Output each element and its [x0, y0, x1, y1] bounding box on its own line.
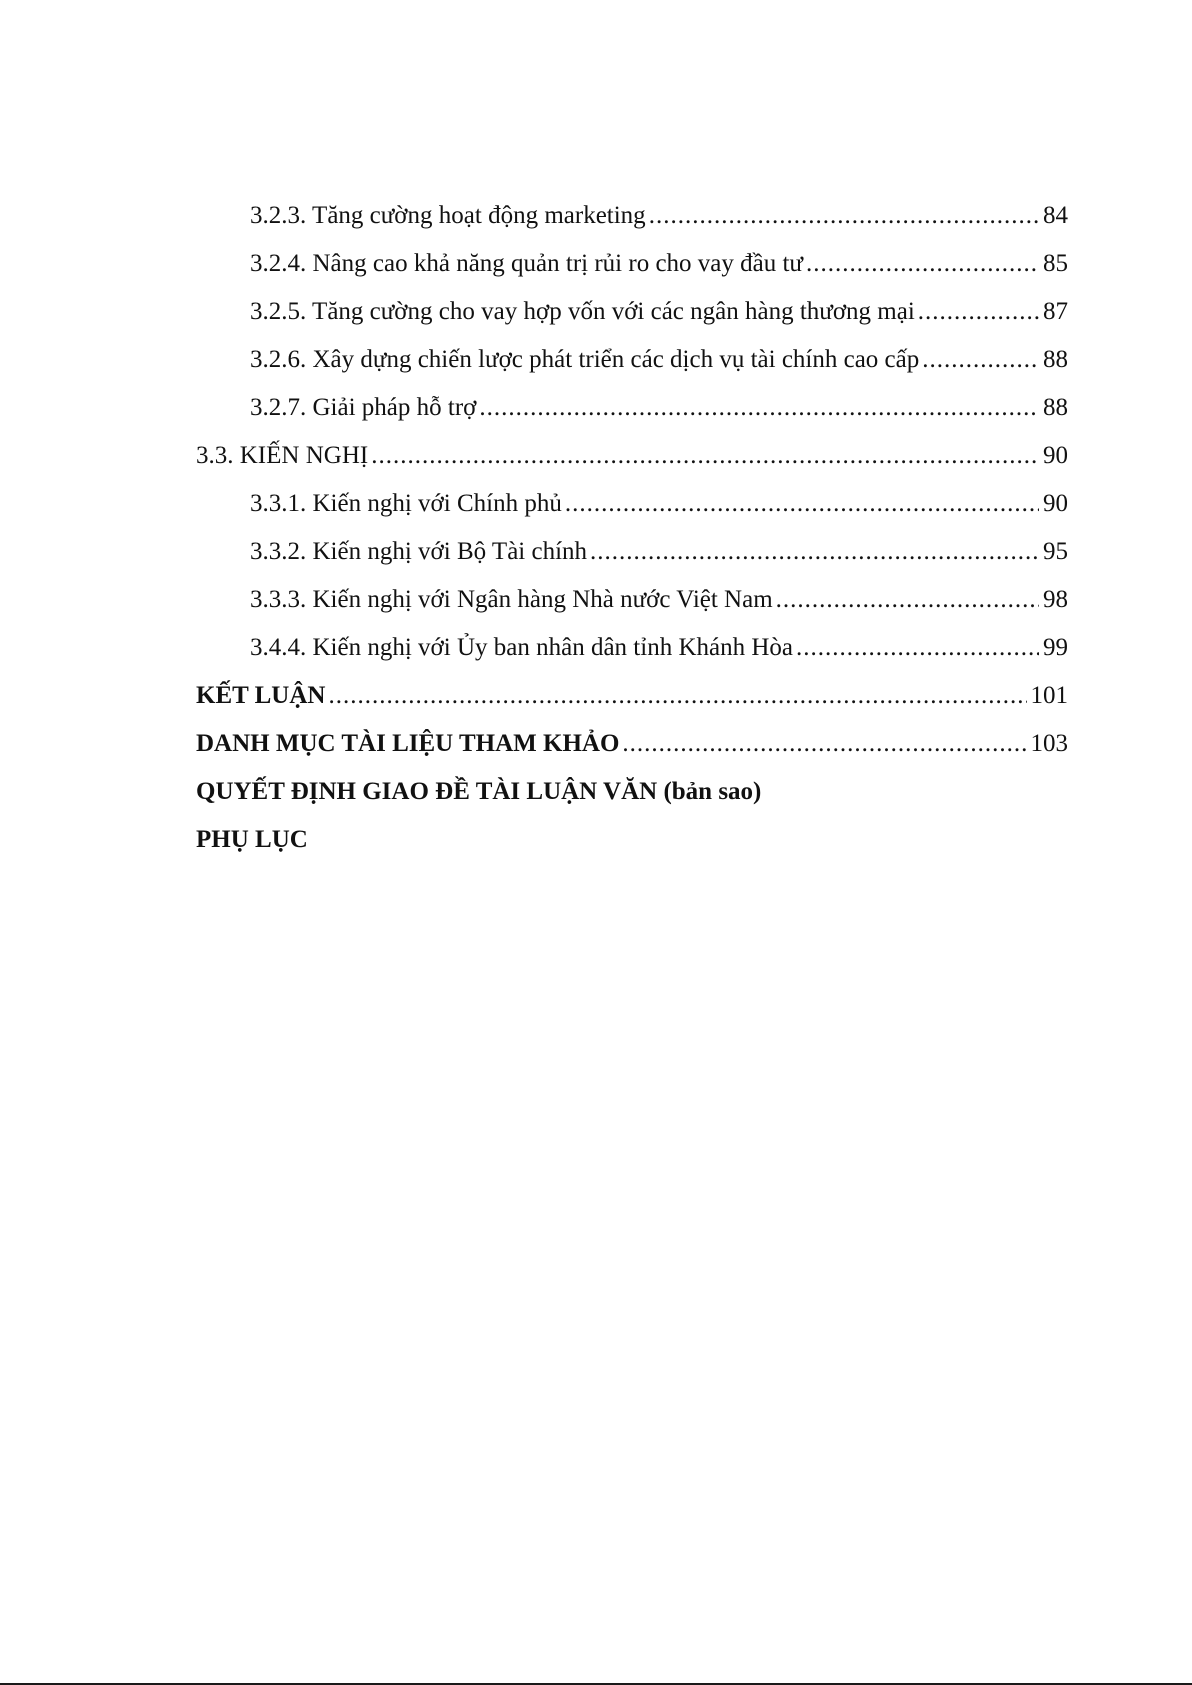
dot-leader — [479, 384, 1039, 432]
dot-leader — [590, 528, 1039, 576]
toc-entry-title: 3.2.5. Tăng cường cho vay hợp vốn với các ngân hàng thương mại — [250, 298, 915, 325]
dot-leader — [922, 336, 1039, 384]
toc-entry-3-3-1[interactable] — [196, 480, 1068, 528]
toc-entry-page: 84 — [1043, 202, 1068, 229]
toc-entry-page: 88 — [1043, 394, 1068, 421]
toc-entry-title: 3.2.6. Xây dựng chiến lược phát triển các dịch vụ tài chính cao cấp — [250, 346, 920, 373]
toc-entry-title: KẾT LUẬN — [196, 682, 326, 709]
dot-leader — [918, 288, 1039, 336]
toc-entry-title: DANH MỤC TÀI LIỆU THAM KHẢO — [196, 730, 620, 757]
dot-leader — [796, 624, 1039, 672]
toc-entry-page: 101 — [1030, 682, 1068, 709]
toc-entry-3-2-3[interactable] — [196, 192, 1068, 240]
dot-leader — [649, 192, 1039, 240]
toc-entry-page: 90 — [1043, 442, 1068, 469]
toc-entry-references[interactable] — [196, 720, 1068, 768]
dot-leader — [622, 720, 1026, 768]
toc-entry-page: 103 — [1030, 730, 1068, 757]
dot-leader — [776, 576, 1039, 624]
toc-entry-title: PHỤ LỤC — [196, 826, 308, 853]
toc-entry-page: 88 — [1043, 346, 1068, 373]
toc-entry-title: 3.3.2. Kiến nghị với Bộ Tài chính — [250, 538, 588, 565]
table-of-contents — [196, 192, 1068, 864]
toc-entry-3-2-5[interactable] — [196, 288, 1068, 336]
toc-entry-3-2-7[interactable] — [196, 384, 1068, 432]
dot-leader — [565, 480, 1039, 528]
toc-entry-page: 90 — [1043, 490, 1068, 517]
toc-entry-page: 87 — [1043, 298, 1068, 325]
dot-leader — [371, 432, 1039, 480]
toc-entry-title: 3.3. KIẾN NGHỊ — [196, 442, 369, 469]
toc-entry-conclusion[interactable] — [196, 672, 1068, 720]
dot-leader — [806, 240, 1039, 288]
toc-entry-title: 3.2.4. Nâng cao khả năng quản trị rủi ro cho vay đầu tư — [250, 250, 803, 277]
toc-entry-3-4-4[interactable] — [196, 624, 1068, 672]
toc-entry-title: 3.3.3. Kiến nghị với Ngân hàng Nhà nước Việt Nam — [250, 586, 773, 613]
toc-entry-thesis-decision[interactable] — [196, 768, 1068, 816]
toc-entry-3-3-3[interactable] — [196, 576, 1068, 624]
toc-entry-3-3-2[interactable] — [196, 528, 1068, 576]
toc-entry-title: 3.2.3. Tăng cường hoạt động marketing — [250, 202, 646, 229]
toc-entry-3-3[interactable] — [196, 432, 1068, 480]
dot-leader — [328, 672, 1026, 720]
toc-entry-3-2-6[interactable] — [196, 336, 1068, 384]
toc-entry-page: 85 — [1043, 250, 1068, 277]
toc-entry-3-2-4[interactable] — [196, 240, 1068, 288]
toc-entry-title: 3.2.7. Giải pháp hỗ trợ — [250, 394, 477, 421]
toc-entry-page: 99 — [1043, 634, 1068, 661]
toc-entry-title: 3.4.4. Kiến nghị với Ủy ban nhân dân tỉnh Khánh Hòa — [250, 634, 793, 661]
toc-entry-appendix[interactable] — [196, 816, 1068, 864]
toc-entry-page: 95 — [1043, 538, 1068, 565]
toc-entry-title: QUYẾT ĐỊNH GIAO ĐỀ TÀI LUẬN VĂN (bản sao) — [196, 778, 762, 805]
toc-entry-page: 98 — [1043, 586, 1068, 613]
toc-entry-title: 3.3.1. Kiến nghị với Chính phủ — [250, 490, 562, 517]
